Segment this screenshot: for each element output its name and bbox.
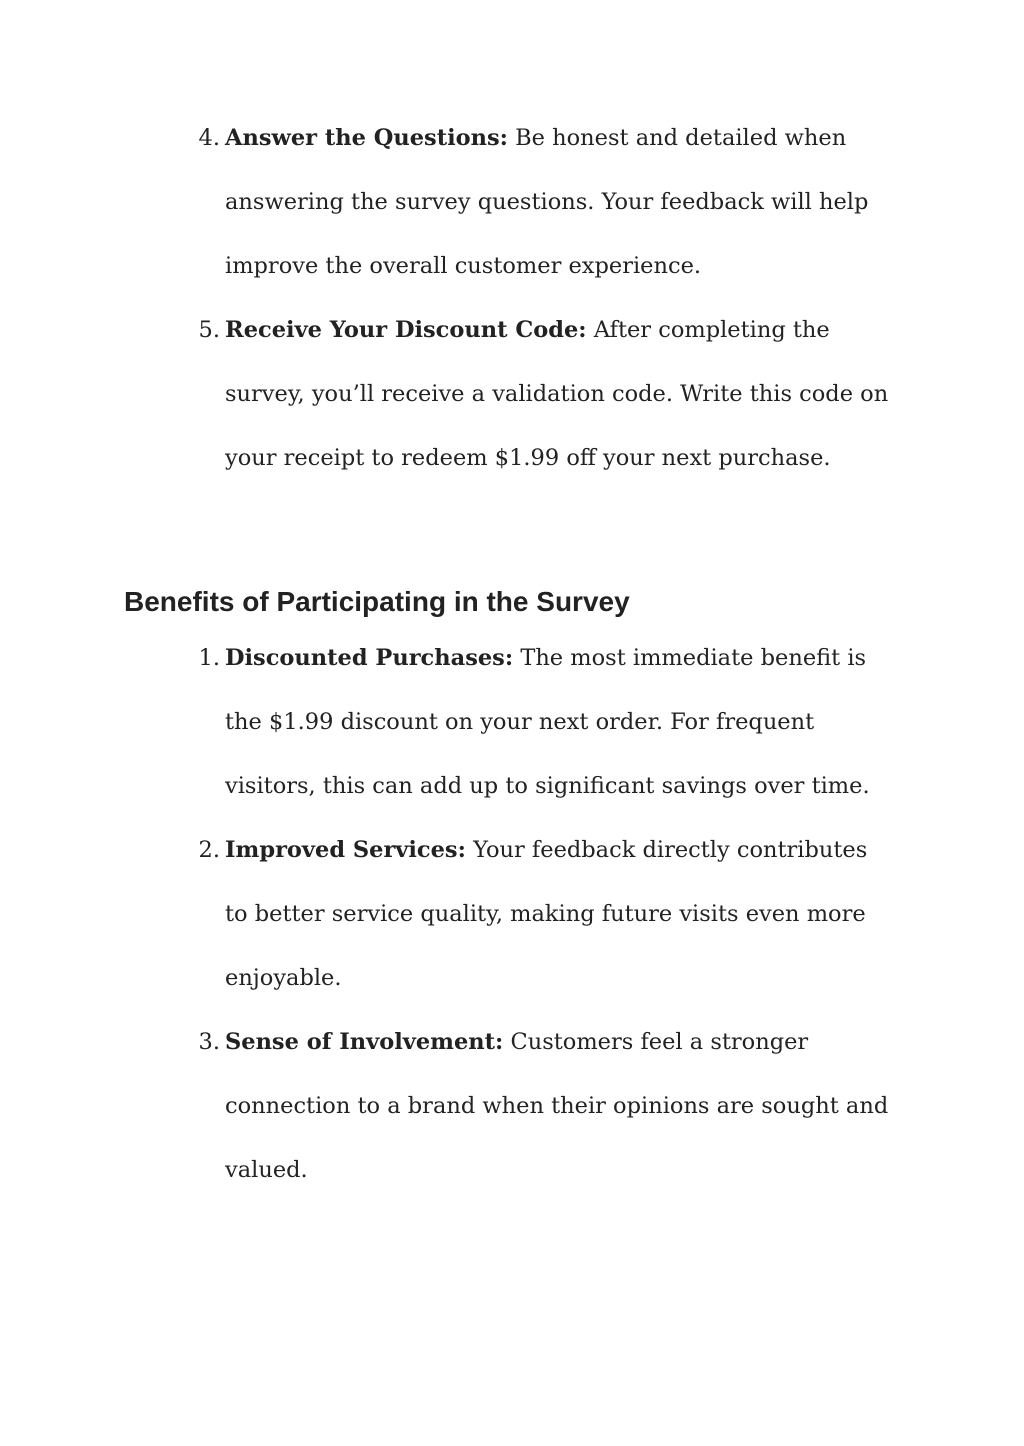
list-item-term: Improved Services: — [225, 837, 466, 863]
section-heading: Benefits of Participating in the Survey — [124, 586, 630, 617]
list-item-number: 2. — [198, 837, 220, 863]
list-item-term: Answer the Questions: — [225, 125, 508, 151]
list-item-text: Be honest and detailed when answering the survey questions. Your feedback will help improve the overall customer experience. — [225, 125, 869, 279]
list-item-text: Your feedback directly contributes to better service quality, making future visits even more enjoyable. — [225, 837, 868, 991]
list-item-number: 1. — [198, 645, 220, 671]
list-item — [0, 106, 890, 298]
steps-list — [0, 106, 1024, 490]
list-item-text: After completing the survey, you’ll receive a validation code. Write this code on your receipt to redeem $1.99 off your next purchase. — [225, 317, 889, 471]
list-item-number: 4. — [198, 125, 220, 151]
list-item-text: Customers feel a stronger connection to a brand when their opinions are sought and valued. — [225, 1029, 889, 1183]
list-item-text: The most immediate benefit is the $1.99 discount on your next order. For frequent visitors, this can add up to significant savings over time. — [225, 645, 870, 799]
benefits-list — [0, 626, 1024, 1202]
list-item-number: 5. — [198, 317, 220, 343]
list-item-term: Receive Your Discount Code: — [225, 317, 587, 343]
list-item — [0, 298, 890, 490]
list-item-term: Sense of Involvement: — [225, 1029, 504, 1055]
list-item-number: 3. — [198, 1029, 220, 1055]
list-item-term: Discounted Purchases: — [225, 645, 514, 671]
list-item — [0, 818, 890, 1010]
list-item — [0, 1010, 890, 1202]
list-item — [0, 626, 890, 818]
